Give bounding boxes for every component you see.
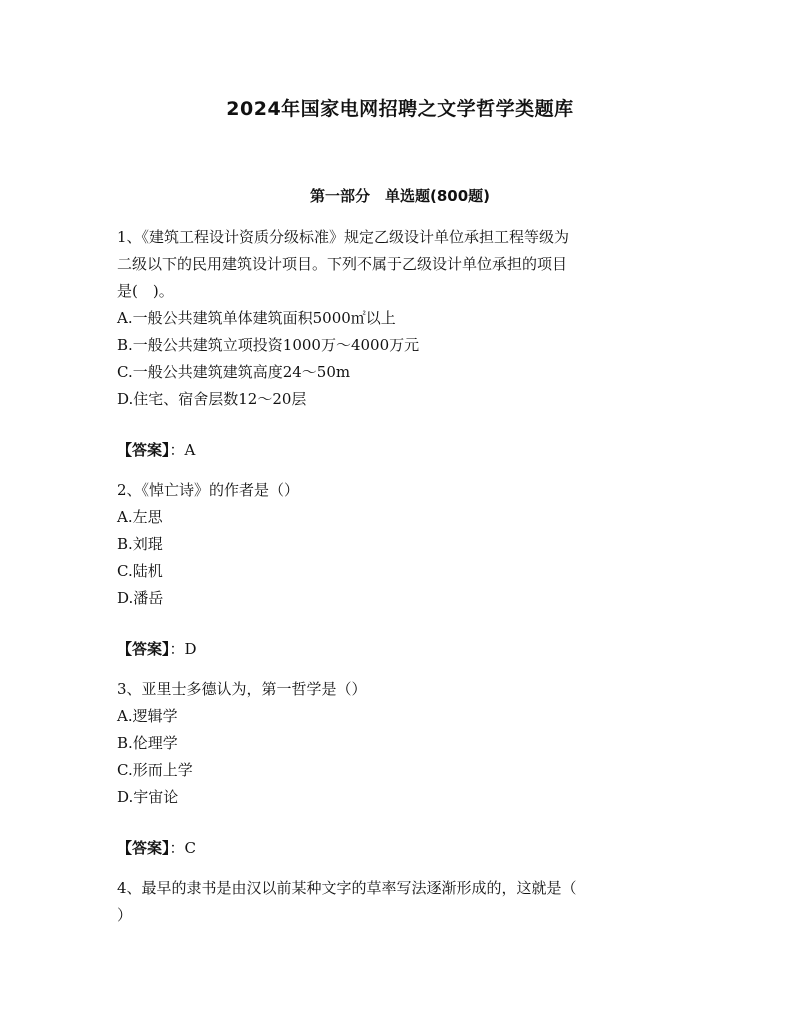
option-b: B.一般公共建筑立项投资1000万～4000万元	[117, 336, 420, 354]
option-a: A.逻辑学	[117, 707, 178, 725]
answer-value: C	[184, 839, 197, 857]
option-c: C.形而上学	[117, 761, 193, 779]
option-b: B.伦理学	[117, 734, 178, 752]
answer-label: 【答案】	[117, 839, 170, 857]
question-stem	[117, 224, 687, 305]
document-title: 2024年国家电网招聘之文学哲学类题库	[226, 98, 574, 120]
question-stem-line: 1、《建筑工程设计资质分级标准》规定乙级设计单位承担工程等级为	[117, 228, 570, 246]
question-stem-line: 是( )。	[117, 282, 174, 300]
answer-value: D	[184, 640, 197, 658]
question-stem-line: 4、最早的隶书是由汉以前某种文字的草率写法逐渐形成的，这就是（	[117, 879, 577, 897]
answer-label: 【答案】	[117, 441, 170, 459]
option-d: D.住宅、宿舍层数12～20层	[117, 390, 307, 408]
answer-line	[117, 636, 687, 663]
option-a: A.一般公共建筑单体建筑面积5000㎡以上	[117, 309, 396, 327]
answer-separator: ：	[169, 640, 185, 658]
question-3	[117, 676, 687, 875]
question-stem-line: ）	[117, 906, 133, 924]
question-4	[117, 875, 687, 929]
option-d: D.潘岳	[117, 589, 164, 607]
answer-label: 【答案】	[117, 640, 170, 658]
answer-value: A	[184, 441, 196, 459]
question-2	[117, 477, 687, 676]
answer-line	[117, 835, 687, 862]
option-c: C.陆机	[117, 562, 163, 580]
option-c: C.一般公共建筑建筑高度24～50m	[117, 363, 351, 381]
question-stem: 2、《悼亡诗》的作者是（）	[117, 481, 300, 499]
option-a: A.左思	[117, 508, 163, 526]
option-b: B.刘琨	[117, 535, 163, 553]
question-list	[117, 224, 687, 929]
question-1	[117, 224, 687, 477]
section-heading: 第一部分 单选题(800题)	[309, 187, 491, 205]
question-stem-line: 二级以下的民用建筑设计项目。下列不属于乙级设计单位承担的项目	[117, 255, 568, 273]
option-d: D.宇宙论	[117, 788, 179, 806]
answer-line	[117, 437, 687, 464]
answer-separator: ：	[169, 441, 185, 459]
question-stem: 3、亚里士多德认为，第一哲学是（）	[117, 680, 367, 698]
answer-separator: ：	[169, 839, 185, 857]
